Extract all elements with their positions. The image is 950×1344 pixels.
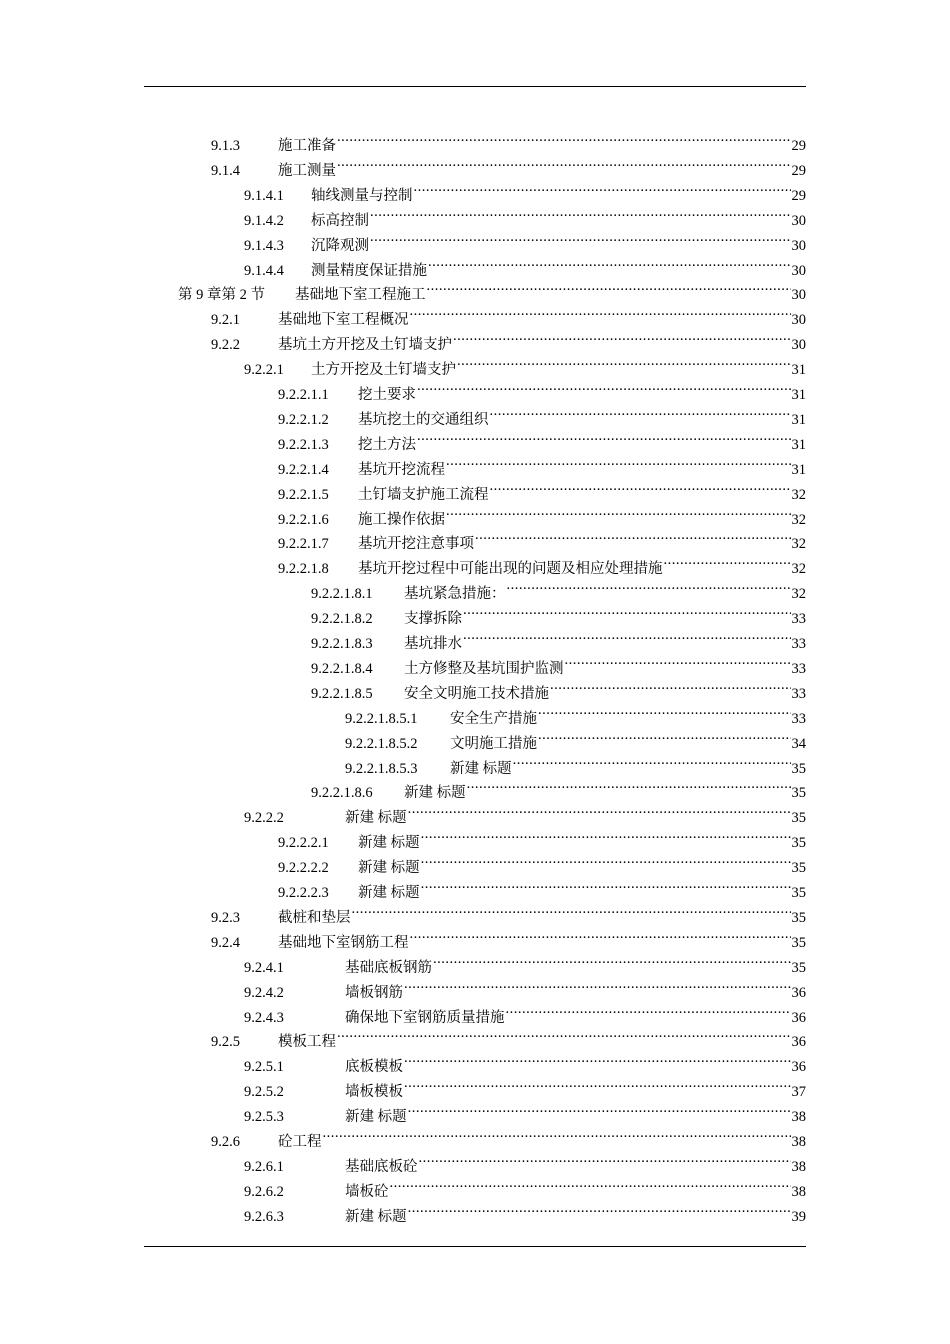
toc-entry-number: 9.2.2.1 <box>244 362 284 379</box>
toc-entry-number: 9.2.2.1.8.2 <box>311 611 373 628</box>
toc-entry-page: 33 <box>791 710 806 727</box>
toc-entry[interactable] <box>211 324 806 354</box>
toc-dot-leader <box>352 897 791 922</box>
toc-dot-leader <box>408 797 791 822</box>
toc-dot-leader <box>417 374 791 399</box>
toc-dot-leader <box>404 1046 791 1071</box>
toc-dot-leader <box>433 947 791 972</box>
toc-entry[interactable] <box>278 474 806 503</box>
toc-dot-leader <box>390 1171 791 1196</box>
toc-entry-page: 29 <box>791 162 806 179</box>
toc-dot-leader <box>404 972 791 997</box>
toc-entry-number: 9.2.6 <box>211 1134 240 1150</box>
toc-entry[interactable] <box>278 499 806 528</box>
toc-dot-leader <box>410 299 791 324</box>
toc-entry-number: 9.2.2.2 <box>244 810 284 827</box>
toc-entry-title: 基坑排水 <box>404 636 462 652</box>
toc-dot-leader <box>404 1071 791 1096</box>
toc-entry-title: 标高控制 <box>311 212 369 229</box>
toc-entry[interactable] <box>244 175 806 204</box>
toc-entry-title: 基坑挖土的交通组织 <box>358 411 489 428</box>
toc-entry-page: 35 <box>791 959 806 976</box>
toc-entry-title: 挖土要求 <box>358 387 416 403</box>
toc-entry-number: 9.2.5.1 <box>244 1059 284 1076</box>
toc-entry-number: 9.1.3 <box>211 138 240 154</box>
toc-entry-page: 36 <box>791 984 806 1001</box>
toc-entry-number: 9.2.2.2.3 <box>278 885 329 901</box>
toc-entry-page: 31 <box>791 387 806 403</box>
toc-dot-leader <box>323 1121 791 1146</box>
toc-dot-leader <box>337 1021 791 1046</box>
toc-entry-title: 新建 标题 <box>450 760 512 777</box>
toc-dot-leader <box>475 523 791 548</box>
toc-entry-title: 截桩和垫层 <box>278 909 351 926</box>
toc-entry-page: 30 <box>791 237 806 254</box>
toc-dot-leader <box>538 723 791 748</box>
toc-entry-title: 土方修整及基坑围护监测 <box>404 660 564 677</box>
toc-entry-number: 9.2.2.1.8 <box>278 561 329 578</box>
toc-entry[interactable] <box>244 1146 806 1175</box>
toc-entry-number: 9.1.4.1 <box>244 187 284 204</box>
toc-dot-leader <box>337 125 791 150</box>
toc-entry-number: 9.2.2.1.2 <box>278 411 329 428</box>
toc-entry[interactable] <box>345 698 806 727</box>
toc-dot-leader <box>446 499 791 524</box>
toc-entry-number: 9.2.4.3 <box>244 1009 284 1026</box>
toc-entry-page: 35 <box>791 760 806 777</box>
toc-entry-page: 35 <box>791 860 806 877</box>
toc-entry-page: 39 <box>791 1208 806 1225</box>
toc-entry[interactable] <box>244 1071 806 1101</box>
toc-entry-page: 36 <box>791 1034 806 1051</box>
toc-entry[interactable] <box>178 274 806 304</box>
toc-entry-page: 35 <box>791 785 806 802</box>
toc-entry-page: 38 <box>791 1158 806 1175</box>
toc-entry-number: 第 9 章第 2 节 <box>178 287 265 304</box>
toc-entry-title: 施工准备 <box>278 138 336 154</box>
toc-entry-page: 32 <box>791 561 806 578</box>
toc-entry[interactable] <box>278 449 806 478</box>
toc-dot-leader <box>507 573 791 598</box>
toc-entry-title: 挖土方法 <box>358 436 416 453</box>
toc-entry-number: 9.2.6.2 <box>244 1183 284 1200</box>
toc-entry-number: 9.2.1 <box>211 312 240 329</box>
toc-dot-leader <box>550 673 791 698</box>
toc-entry[interactable] <box>311 648 806 677</box>
toc-dot-leader <box>408 1196 791 1221</box>
toc-entry-title: 基坑开挖过程中可能出现的问题及相应处理措施 <box>358 561 663 578</box>
toc-entry-page: 36 <box>791 1009 806 1026</box>
toc-entry[interactable] <box>278 424 806 453</box>
toc-dot-leader <box>538 698 791 723</box>
toc-entry[interactable] <box>278 822 806 852</box>
toc-entry[interactable] <box>244 797 806 827</box>
toc-entry-title: 新建 标题 <box>345 810 407 827</box>
toc-entry-number: 9.2.6.1 <box>244 1158 284 1175</box>
toc-entry[interactable] <box>278 374 806 403</box>
toc-entry-page: 38 <box>791 1183 806 1200</box>
toc-entry-title: 新建 标题 <box>345 1208 407 1225</box>
toc-dot-leader <box>421 872 791 897</box>
toc-dot-leader <box>664 548 791 573</box>
toc-entry[interactable] <box>345 748 806 777</box>
toc-dot-leader <box>463 598 791 623</box>
toc-dot-leader <box>419 1146 791 1171</box>
toc-entry-page: 37 <box>791 1084 806 1101</box>
toc-dot-leader <box>467 772 791 797</box>
toc-entry-title: 墙板钢筋 <box>345 984 403 1001</box>
toc-entry-page: 30 <box>791 337 806 354</box>
toc-entry-title: 新建 标题 <box>345 1109 407 1126</box>
toc-dot-leader <box>408 1096 791 1121</box>
toc-entry-number: 9.2.4.2 <box>244 984 284 1001</box>
toc-entry[interactable] <box>244 200 806 229</box>
toc-entry-number: 9.2.2.1.4 <box>278 461 329 478</box>
toc-entry-title: 安全生产措施 <box>450 710 537 727</box>
toc-entry[interactable] <box>311 623 806 652</box>
toc-dot-leader <box>421 847 791 872</box>
toc-dot-leader <box>370 225 791 250</box>
toc-entry-page: 32 <box>791 511 806 528</box>
toc-entry-page: 30 <box>791 312 806 329</box>
toc-dot-leader <box>490 474 791 499</box>
toc-entry-page: 31 <box>791 461 806 478</box>
toc-entry[interactable] <box>244 349 806 379</box>
toc-entry[interactable] <box>278 847 806 877</box>
toc-entry-page: 29 <box>791 138 806 154</box>
toc-entry-page: 35 <box>791 909 806 926</box>
toc-entry[interactable] <box>278 872 806 901</box>
toc-entry[interactable] <box>211 150 806 179</box>
footer-rule <box>144 1246 806 1247</box>
toc-entry-title: 墙板模板 <box>345 1084 403 1101</box>
toc-entry-title: 基坑开挖流程 <box>358 461 445 478</box>
toc-dot-leader <box>457 349 791 374</box>
toc-entry-page: 31 <box>791 436 806 453</box>
toc-entry-title: 施工操作依据 <box>358 511 445 528</box>
toc-dot-leader <box>410 922 791 947</box>
toc-entry-number: 9.2.2.1.1 <box>278 387 329 403</box>
toc-entry-title: 确保地下室钢筋质量措施 <box>345 1009 505 1026</box>
toc-dot-leader <box>446 449 791 474</box>
toc-entry[interactable] <box>244 1171 806 1200</box>
toc-entry-number: 9.1.4.4 <box>244 262 284 279</box>
toc-entry-number: 9.2.2.1.8.4 <box>311 660 373 677</box>
toc-dot-leader <box>414 175 791 200</box>
toc-entry-number: 9.2.5 <box>211 1034 240 1051</box>
toc-entry-page: 31 <box>791 362 806 379</box>
toc-entry-title: 安全文明施工技术措施 <box>404 685 549 702</box>
toc-entry-title: 新建 标题 <box>404 785 466 802</box>
toc-entry[interactable] <box>311 573 806 603</box>
toc-dot-leader <box>513 748 791 773</box>
toc-entry[interactable] <box>345 723 806 752</box>
toc-entry-number: 9.2.2.2.2 <box>278 860 329 877</box>
toc-entry-title: 支撑拆除 <box>404 611 462 628</box>
toc-entry-page: 34 <box>791 735 806 752</box>
toc-entry-number: 9.2.4 <box>211 934 240 951</box>
toc-entry-title: 轴线测量与控制 <box>311 187 413 204</box>
toc-entry[interactable] <box>278 399 806 428</box>
toc-entry[interactable] <box>244 947 806 976</box>
toc-entry-title: 基坑紧急措施： <box>404 586 506 603</box>
toc-entry-title: 基础地下室工程施工 <box>295 287 426 304</box>
toc-entry-page: 33 <box>791 660 806 677</box>
toc-entry-page: 33 <box>791 611 806 628</box>
toc-entry-title: 土方开挖及土钉墙支护 <box>311 362 456 379</box>
toc-entry-number: 9.2.2.1.5 <box>278 486 329 503</box>
toc-dot-leader <box>417 424 791 449</box>
toc-entry-number: 9.2.2.1.8.3 <box>311 636 373 652</box>
toc-entry-number: 9.2.2.1.8.5.3 <box>345 760 418 777</box>
toc-entry-page: 36 <box>791 1059 806 1076</box>
toc-entry[interactable] <box>211 1021 806 1051</box>
toc-entry-title: 文明施工措施 <box>450 735 537 752</box>
toc-entry-title: 基础底板钢筋 <box>345 959 432 976</box>
toc-entry-page: 33 <box>791 636 806 652</box>
toc-entry[interactable] <box>278 523 806 553</box>
toc-entry-title: 新建 标题 <box>358 860 420 877</box>
toc-entry[interactable] <box>311 673 806 702</box>
toc-entry-title: 新建 标题 <box>358 885 420 901</box>
toc-entry[interactable] <box>211 922 806 951</box>
toc-dot-leader <box>428 250 791 275</box>
toc-entry-title: 基坑开挖注意事项 <box>358 536 474 553</box>
toc-entry-page: 38 <box>791 1109 806 1126</box>
toc-entry-title: 墙板砼 <box>345 1183 389 1200</box>
toc-entry[interactable] <box>244 1196 806 1225</box>
toc-entry-number: 9.2.2.1.8.5.1 <box>345 710 418 727</box>
toc-entry-number: 9.2.2.1.3 <box>278 436 329 453</box>
toc-entry-number: 9.2.2 <box>211 337 240 354</box>
toc-entry[interactable] <box>311 598 806 628</box>
toc-entry-number: 9.2.5.2 <box>244 1084 284 1101</box>
toc-dot-leader <box>337 150 791 175</box>
toc-entry-number: 9.2.2.1.7 <box>278 536 329 553</box>
toc-dot-leader <box>421 822 791 847</box>
toc-entry-title: 基础地下室钢筋工程 <box>278 934 409 951</box>
toc-dot-leader <box>427 274 791 299</box>
toc-entry-number: 9.1.4.3 <box>244 237 284 254</box>
toc-entry-page: 35 <box>791 885 806 901</box>
toc-entry[interactable] <box>211 897 806 926</box>
toc-entry-page: 30 <box>791 262 806 279</box>
toc-entry[interactable] <box>244 1096 806 1126</box>
header-rule <box>144 86 806 87</box>
toc-entry-page: 35 <box>791 835 806 852</box>
toc-entry-title: 沉降观测 <box>311 237 369 254</box>
toc-entry-number: 9.2.3 <box>211 909 240 926</box>
toc-entry[interactable] <box>311 772 806 802</box>
toc-dot-leader <box>370 200 791 225</box>
toc-entry-title: 施工测量 <box>278 162 336 179</box>
toc-entry-title: 新建 标题 <box>358 835 420 852</box>
toc-entry[interactable] <box>211 125 806 154</box>
toc-entry-number: 9.1.4 <box>211 162 240 179</box>
toc-entry-number: 9.2.2.1.8.5 <box>311 685 373 702</box>
toc-entry-page: 30 <box>791 212 806 229</box>
toc-entry[interactable] <box>211 1121 806 1150</box>
toc-dot-leader <box>506 997 791 1022</box>
toc-dot-leader <box>463 623 791 648</box>
toc-entry-page: 29 <box>791 187 806 204</box>
toc-entry[interactable] <box>244 225 806 254</box>
toc-entry-title: 基础底板砼 <box>345 1158 418 1175</box>
toc-entry-page: 32 <box>791 486 806 503</box>
toc-entry-title: 模板工程 <box>278 1034 336 1051</box>
toc-entry-page: 31 <box>791 411 806 428</box>
toc-entry-number: 9.2.5.3 <box>244 1109 284 1126</box>
toc-entry[interactable] <box>278 548 806 578</box>
toc-entry-page: 35 <box>791 810 806 827</box>
toc-entry-number: 9.2.2.1.8.1 <box>311 586 373 603</box>
toc-entry-number: 9.1.4.2 <box>244 212 284 229</box>
toc-entry-page: 32 <box>791 536 806 553</box>
toc-entry[interactable] <box>244 1046 806 1076</box>
toc-entry[interactable] <box>244 972 806 1001</box>
toc-entry-title: 基础地下室工程概况 <box>278 312 409 329</box>
toc-entry-title: 基坑土方开挖及土钉墙支护 <box>278 337 452 354</box>
toc-entry-number: 9.2.4.1 <box>244 959 284 976</box>
toc-entry-title: 底板模板 <box>345 1059 403 1076</box>
toc-entry-page: 32 <box>791 586 806 603</box>
toc-entry-title: 砼工程 <box>278 1134 322 1150</box>
toc-entry[interactable] <box>211 299 806 329</box>
toc-dot-leader <box>453 324 791 349</box>
toc-entry-number: 9.2.2.2.1 <box>278 835 329 852</box>
toc-entry-number: 9.2.2.1.6 <box>278 511 329 528</box>
toc-entry-page: 38 <box>791 1134 806 1150</box>
toc-dot-leader <box>565 648 791 673</box>
toc-entry-number: 9.2.2.1.8.6 <box>311 785 373 802</box>
toc-entry-number: 9.2.6.3 <box>244 1208 284 1225</box>
toc-entry[interactable] <box>244 997 806 1026</box>
toc-entry-title: 土钉墙支护施工流程 <box>358 486 489 503</box>
toc-entry-page: 35 <box>791 934 806 951</box>
toc-entry-number: 9.2.2.1.8.5.2 <box>345 735 418 752</box>
toc-entry-page: 33 <box>791 685 806 702</box>
toc-dot-leader <box>490 399 791 424</box>
toc-entry[interactable] <box>244 250 806 279</box>
toc-entry-title: 测量精度保证措施 <box>311 262 427 279</box>
toc-entry-page: 30 <box>791 287 806 304</box>
